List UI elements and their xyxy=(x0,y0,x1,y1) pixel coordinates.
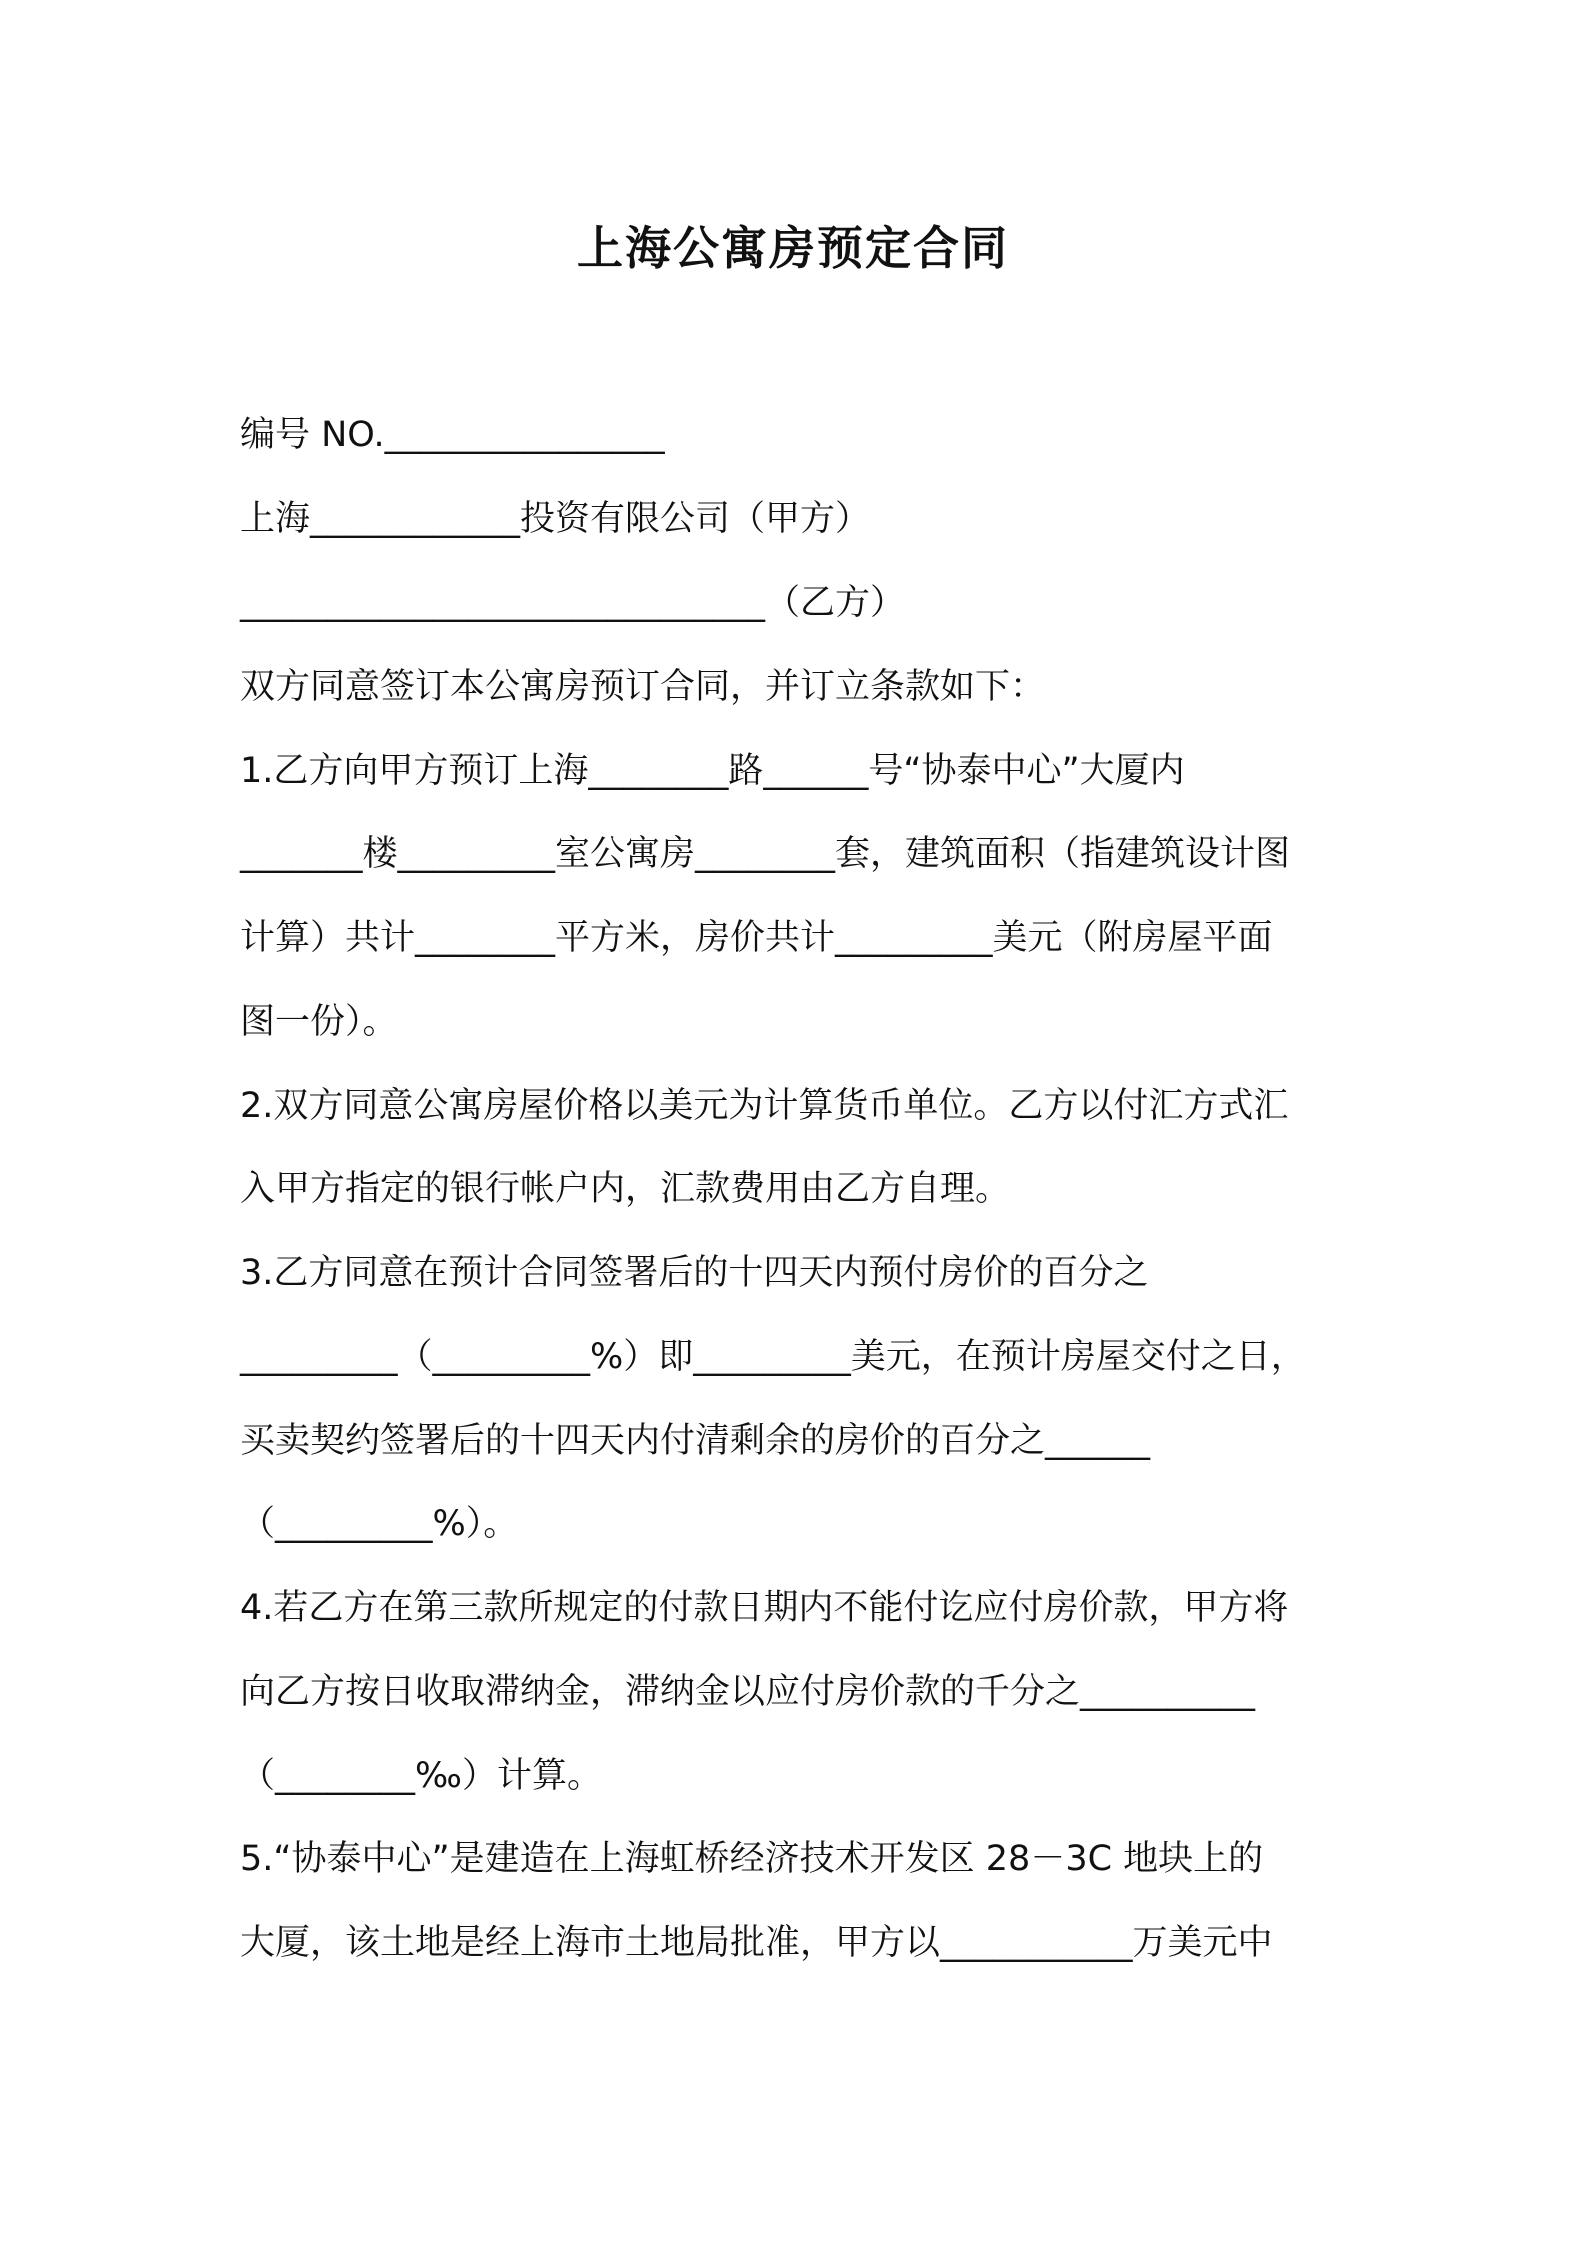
clause-4-line-2: 向乙方按日收取滞纳金，滞纳金以应付房价款的千分之__________ xyxy=(240,1672,1256,1712)
clause-1-line-2: _______楼_________室公寓房________套，建筑面积（指建筑设计图 xyxy=(240,834,1291,874)
clause-5-line-2: 大厦，该土地是经上海市土地局批准，甲方以___________万美元中 xyxy=(240,1923,1273,1963)
clause-2-line-2: 入甲方指定的银行帐户内，汇款费用由乙方自理。 xyxy=(240,1169,1011,1209)
clause-5-line-1: 5.“协泰中心”是建造在上海虹桥经济技术开发区 28－3C 地块上的 xyxy=(240,1839,1264,1879)
clause-3-line-4: （_________%）。 xyxy=(240,1504,519,1544)
clause-4-line-1: 4.若乙方在第三款所规定的付款日期内不能付讫应付房价款，甲方将 xyxy=(240,1588,1289,1628)
document-title: 上海公寓房预定合同 xyxy=(577,221,1009,275)
clause-3-line-2: _________（_________%）即_________美元，在预计房屋交付之日， xyxy=(240,1337,1306,1377)
party-b-line: ______________________________（乙方） xyxy=(240,583,906,623)
intro-line: 双方同意签订本公寓房预订合同，并订立条款如下： xyxy=(240,667,1046,707)
clause-1-line-4: 图一份）。 xyxy=(240,1002,398,1042)
contract-number-line: 编号 NO.________________ xyxy=(240,415,665,455)
clause-3-line-3: 买卖契约签署后的十四天内付清剩余的房价的百分之______ xyxy=(240,1421,1151,1461)
clause-3-line-1: 3.乙方同意在预计合同签署后的十四天内预付房价的百分之 xyxy=(240,1253,1149,1293)
clause-1-line-1: 1.乙方向甲方预订上海________路______号“协泰中心”大厦内 xyxy=(240,751,1185,791)
party-a-line: 上海____________投资有限公司（甲方） xyxy=(240,499,871,539)
clause-1-line-3: 计算）共计________平方米，房价共计_________美元（附房屋平面 xyxy=(240,918,1273,958)
clause-2-line-1: 2.双方同意公寓房屋价格以美元为计算货币单位。乙方以付汇方式汇 xyxy=(240,1086,1289,1126)
clause-4-line-3: （________‰）计算。 xyxy=(240,1756,602,1796)
